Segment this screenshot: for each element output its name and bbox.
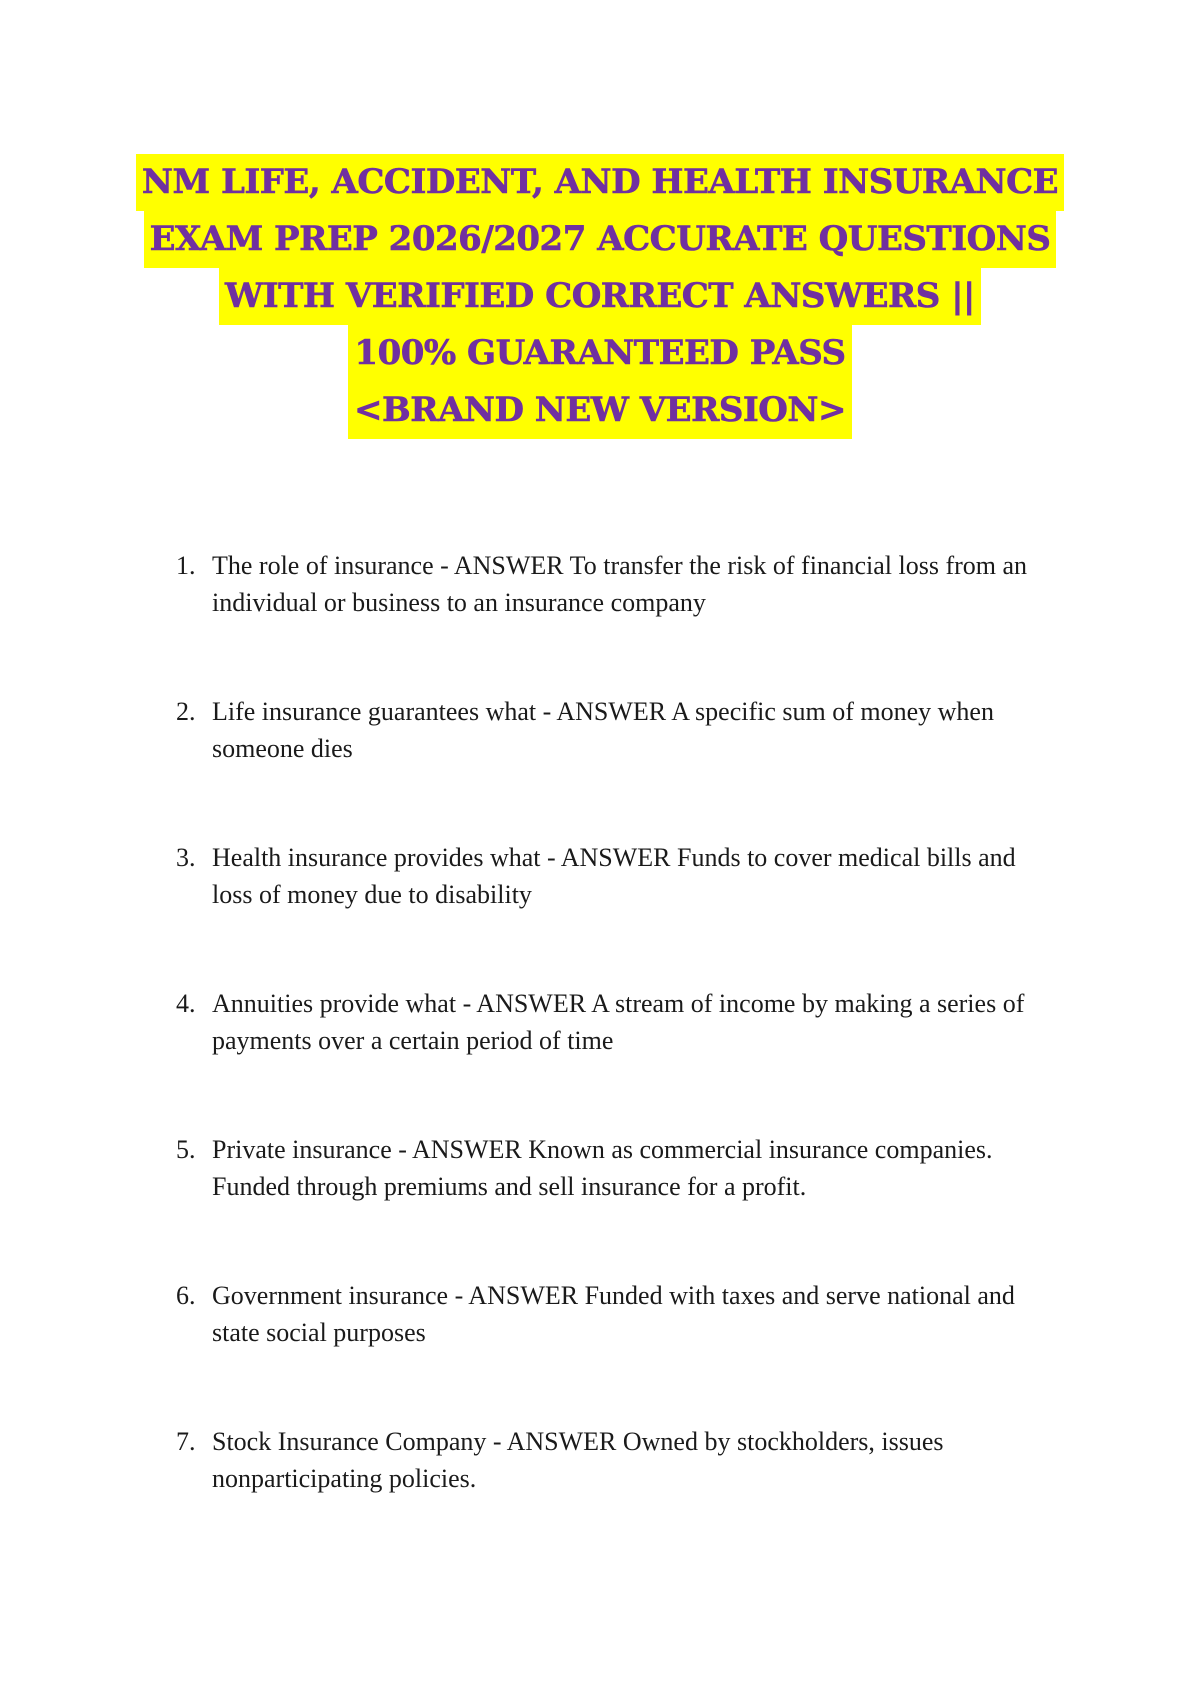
title-line-text: 100% GUARANTEED PASS <box>348 325 851 382</box>
qa-item-number: 6. <box>176 1281 196 1310</box>
qa-item-text: Stock Insurance Company - ANSWER Owned by stockholders, issues nonparticipating policies. <box>212 1427 944 1493</box>
qa-item-text: Private insurance - ANSWER Known as commercial insurance companies. Funded through premiums and sell insurance for a profit. <box>212 1135 993 1201</box>
title-line-text: WITH VERIFIED CORRECT ANSWERS || <box>219 268 981 325</box>
qa-item-text: Government insurance - ANSWER Funded with taxes and serve national and state social purposes <box>212 1281 1015 1347</box>
qa-item-number: 1. <box>176 551 196 580</box>
title-line-text: NM LIFE, ACCIDENT, AND HEALTH INSURANCE <box>136 154 1064 211</box>
qa-item-number: 2. <box>176 697 196 726</box>
qa-item <box>176 1423 1056 1497</box>
qa-item <box>176 547 1056 621</box>
qa-item-number: 4. <box>176 989 196 1018</box>
title-line-text: EXAM PREP 2026/2027 ACCURATE QUESTIONS <box>144 211 1057 268</box>
title-line-text: <BRAND NEW VERSION> <box>348 382 852 439</box>
qa-item-text: Life insurance guarantees what - ANSWER A specific sum of money when someone dies <box>212 697 994 763</box>
qa-item-text: The role of insurance - ANSWER To transfer the risk of financial loss from an individual or business to an insurance company <box>212 551 1028 617</box>
qa-item-number: 7. <box>176 1427 196 1456</box>
qa-item-number: 3. <box>176 843 196 872</box>
qa-item <box>176 985 1056 1059</box>
qa-item <box>176 1277 1056 1351</box>
qa-item-text: Health insurance provides what - ANSWER Funds to cover medical bills and loss of money due to disability <box>212 843 1016 909</box>
qa-item-text: Annuities provide what - ANSWER A stream of income by making a series of payments over a certain period of time <box>212 989 1025 1055</box>
qa-item <box>176 839 1056 913</box>
qa-item <box>176 693 1056 767</box>
qa-item <box>176 1131 1056 1205</box>
qa-item-number: 5. <box>176 1135 196 1164</box>
